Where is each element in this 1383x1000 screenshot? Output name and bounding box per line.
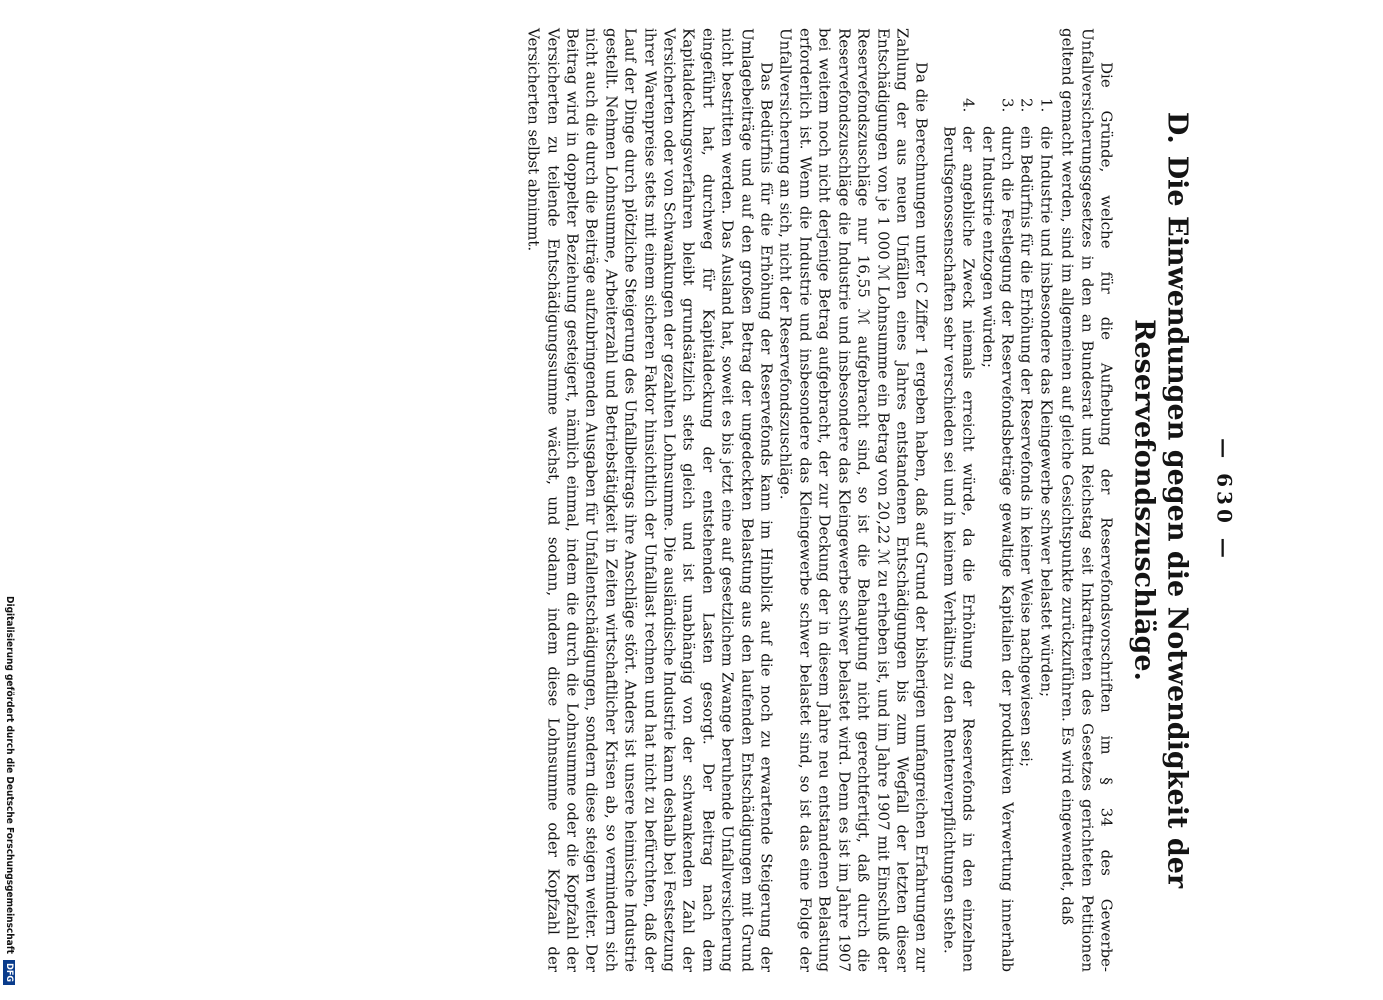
list-item-number: 4. bbox=[959, 98, 978, 113]
dfg-logo: DFG bbox=[3, 960, 15, 985]
list-item bbox=[978, 98, 1017, 972]
list-item bbox=[1036, 98, 1055, 972]
section-letter: D. bbox=[1161, 111, 1193, 144]
list-item-text: der angebliche Zweck niemals erreicht würde, da die Erhöhung der Reservefonds in den einzelnen Berufsgenossenschaften sehr verschieden sei und in keinem Verhältnis zu den Rentenverpflichtungen stehe. bbox=[940, 126, 978, 972]
scanned-page bbox=[133, 10, 1248, 990]
list-item-text: ein Bedürfnis für die Erhöhung der Reservefonds in keiner Weise nachgewiesen sei; bbox=[1017, 126, 1036, 768]
list-item-text: durch die Festlegung der Reservefondsbeträge gewaltige Kapitalien der produktiven Verwertung innerhalb der Industrie entzogen würden; bbox=[979, 126, 1017, 972]
body-paragraph-1: Da die Berechnungen unter C Ziffer 1 ergeben haben, daß auf Grund der bisherigen umfangreichen Erfahrungen zur Zahlung der aus neuen Unfällen eines Jahres entstandenen Entschädigungen bis zum Wegfall der letzten dieser Entschädigungen von je 1 000 ℳ Lohnsumme ein Betrag von 20,22 ℳ zu erheben ist, und im Jahre 1907 mit Einschluß der Reservefondszuschläge nur 16,55 ℳ aufgebracht sind, so ist die Behauptung nicht gerechtfertigt, daß durch die Reservefondszuschläge die Industrie und insbesondere das Kleingewerbe schwer belastet wird. Denn es ist im Jahre 1907 bei weitem noch nicht derjenige Betrag aufgebracht, der zur Deckung der in diesem Jahre neu entstandenen Belastung erforderlich ist. Wenn die Industrie und insbesondere das Kleingewerbe schwer belastet sind, so ist das eine Folge der Unfallversicherung an sich, nicht der Reservefondszuschläge. bbox=[777, 28, 931, 972]
list-item bbox=[1016, 98, 1035, 972]
list-item-number: 2. bbox=[1017, 98, 1036, 113]
digitization-credit-strip bbox=[0, 0, 18, 1000]
body-paragraph-2: Das Bedürfnis für die Erhöhung der Reservefonds kann im Hinblick auf die noch zu erwartende Steigerung der Umlagebeiträge und auf den großen Betrag der ungedeckten Belastung aus den laufenden Entschädigungen mit Grund nicht bestritten werden. Das Ausland hat, soweit es bis jetzt eine auf gesetzlichem Zwange beruhende Unfallversicherung eingeführt hat, durchweg für Kapitaldeckung der entstehenden Lasten gesorgt. Der Beitrag nach dem Kapitaldeckungsverfahren bleibt grundsätzlich stets gleich und ist unabhängig von der schwankenden Zahl der Versicherten oder von Schwankungen der gezahlten Lohnsumme. Die ausländische Industrie kann deshalb bei Festsetzung ihrer Warenpreise stets mit einem sicheren Faktor hinsichtlich der Unfalllast rechnen und hat nicht zu befürchten, daß der Lauf der Dinge durch plötzliche Steigerung des Unfallbeitrags ihre Anschläge stört. Anders ist unsere heimische Industrie gestellt. Nehmen Lohnsumme, Arbeiterzahl und Betriebstätigkeit in Zeiten wirtschaftlicher Krisen ab, so vermindern sich nicht auch die durch die Beiträge aufzubringenden Ausgaben für Unfallentschädigungen, sondern diese steigen weiter. Der Beitrag wird in doppelter Beziehung gesteigert, nämlich einmal, indem die durch die Lohnsumme oder die Kopfzahl der Versicherten zu teilende Entschädigungssumme wächst, und sodann, indem diese Lohnsumme oder Kopfzahl der Versicherten selbst abnimmt. bbox=[524, 28, 776, 972]
digitization-credit bbox=[3, 5, 15, 985]
section-title-line1: Die Einwendungen gegen die Notwendigkeit der bbox=[1161, 155, 1193, 889]
section-title bbox=[1128, 28, 1194, 972]
list-item-number: 1. bbox=[1037, 98, 1056, 113]
list-item bbox=[939, 98, 978, 972]
paragraph-spacer bbox=[931, 28, 937, 972]
objection-list bbox=[939, 28, 1055, 972]
section-title-line2: Reservefondszuschläge. bbox=[1128, 319, 1160, 681]
list-item-number: 3. bbox=[998, 98, 1017, 113]
page-number: — 630 — bbox=[1212, 438, 1237, 562]
digitization-credit-text: Digitalisierung gefördert durch die Deutsche Forschungsgemeinschaft bbox=[4, 596, 15, 954]
intro-paragraph: Die Gründe, welche für die Aufhebung der Reservefondsvorschriften im § 34 des Gewerbe-Unfallversicherungsgesetzes in den an Bundesrat und Reichstag seit Inkrafttreten des Gesetzes gerichteten Petitionen geltend gemacht werden, sind im allgemeinen auf gleiche Gesichtspunkte zurückzuführen. Es wird eingewendet, daß bbox=[1058, 28, 1116, 972]
list-item-text: die Industrie und insbesondere das Kleingewerbe schwer belastet würden; bbox=[1037, 126, 1056, 698]
